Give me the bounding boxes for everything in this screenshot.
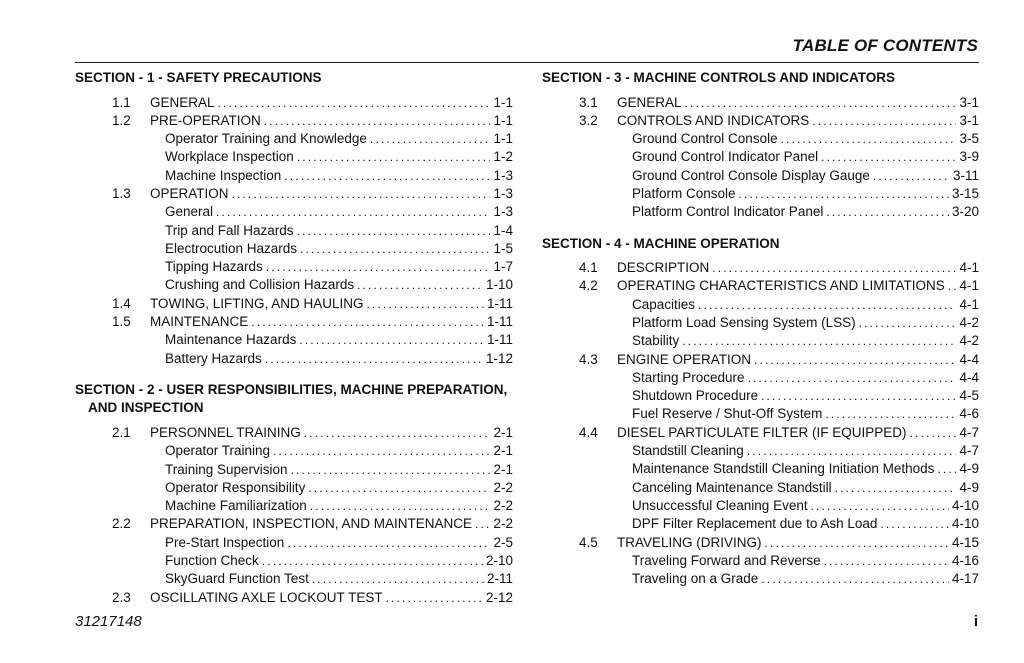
toc-entry[interactable] <box>75 497 513 515</box>
toc-entry-number: 4.4 <box>579 424 598 440</box>
toc-entry-title: General <box>165 204 214 220</box>
toc-entry-line <box>617 534 979 552</box>
toc-entry[interactable] <box>75 222 513 240</box>
toc-entry-line <box>165 222 513 240</box>
toc-entry-number: 2.3 <box>112 589 131 605</box>
toc-entry-page: 1-3 <box>493 167 513 183</box>
toc-entry-page: 2-1 <box>493 443 513 459</box>
toc-entry[interactable] <box>75 552 513 570</box>
dot-leader <box>712 259 956 277</box>
toc-entry-title: Maintenance Hazards <box>165 332 297 348</box>
toc-entry-title: Capacities <box>632 296 696 312</box>
toc-entry-page: 1-10 <box>485 277 513 293</box>
dot-leader <box>698 296 956 314</box>
toc-entry-title: Traveling Forward and Reverse <box>632 552 821 568</box>
toc-entry-page: 4-7 <box>959 424 979 440</box>
toc-entry-title: Tipping Hazards <box>165 259 263 275</box>
dot-leader <box>761 387 956 405</box>
dot-leader <box>765 534 949 552</box>
toc-entry[interactable] <box>542 94 979 112</box>
toc-entry-page: 3-1 <box>959 112 979 128</box>
toc-entry-line <box>165 497 513 515</box>
toc-entry[interactable] <box>542 534 979 552</box>
toc-entry-page: 4-17 <box>951 571 979 587</box>
dot-leader <box>357 276 483 294</box>
toc-entry-line <box>165 570 513 588</box>
toc-entry-page: 4-6 <box>959 406 979 422</box>
toc-entry[interactable] <box>75 203 513 221</box>
toc-entry-title: Machine Inspection <box>165 167 282 183</box>
toc-entry-page: 4-4 <box>959 351 979 367</box>
toc-entry-page: 4-10 <box>951 516 979 532</box>
toc-entry-page: 4-5 <box>959 388 979 404</box>
toc-entry[interactable] <box>542 387 979 405</box>
dot-leader <box>216 203 490 221</box>
toc-entry-page: 4-10 <box>951 497 979 513</box>
dot-leader <box>811 497 949 515</box>
toc-entry-title: GENERAL <box>617 94 682 110</box>
toc-entry-line <box>150 515 513 533</box>
toc-entry-title: SkyGuard Function Test <box>165 571 309 587</box>
toc-entry-page: 1-11 <box>486 332 513 348</box>
toc-entry[interactable] <box>75 479 513 497</box>
toc-entry[interactable] <box>75 424 513 442</box>
toc-entry-title: Operator Responsibility <box>165 479 306 495</box>
toc-entry[interactable] <box>542 570 979 588</box>
toc-entry-title: DPF Filter Replacement due to Ash Load <box>632 516 878 532</box>
toc-entry-line <box>632 369 979 387</box>
toc-entry-line <box>165 461 513 479</box>
document-number: 31217148 <box>75 613 142 630</box>
toc-entry-title: OPERATION <box>150 185 229 201</box>
toc-entry-line <box>632 442 979 460</box>
right-column <box>542 66 979 588</box>
toc-entry[interactable] <box>542 479 979 497</box>
toc-entry-line <box>150 313 513 331</box>
toc-list <box>75 424 513 607</box>
toc-entry[interactable] <box>542 460 979 478</box>
toc-entry-title: MAINTENANCE <box>150 314 249 330</box>
toc-entry[interactable] <box>75 94 513 112</box>
toc-entry-title: Traveling on a Grade <box>632 571 759 587</box>
toc-entry-title: Training Supervision <box>165 461 288 477</box>
toc-entry-line <box>632 460 979 478</box>
dot-leader <box>218 94 491 112</box>
toc-entry-line <box>632 167 979 185</box>
header-rule <box>75 62 979 63</box>
dot-leader <box>251 313 484 331</box>
dot-leader <box>937 460 956 478</box>
toc-entry-title: Ground Control Console Display Gauge <box>632 167 870 183</box>
dot-leader <box>873 167 950 185</box>
toc-entry[interactable] <box>75 534 513 552</box>
toc-entry-page: 3-1 <box>959 94 979 110</box>
toc-entry-line <box>150 112 513 130</box>
toc-entry-page: 4-15 <box>951 534 979 550</box>
dot-leader <box>266 258 491 276</box>
toc-entry[interactable] <box>542 259 979 277</box>
toc-entry-page: 1-1 <box>493 112 513 128</box>
toc-entry[interactable] <box>75 276 513 294</box>
toc-entry[interactable] <box>75 185 513 203</box>
dot-leader <box>265 350 483 368</box>
dot-leader <box>291 461 491 479</box>
dot-leader <box>824 552 949 570</box>
toc-entry-page: 3-11 <box>952 167 979 183</box>
toc-entry-page: 2-11 <box>486 571 513 587</box>
section-heading: SECTION - 3 - MACHINE CONTROLS AND INDICATORS <box>542 70 896 85</box>
toc-entry-title: ENGINE OPERATION <box>617 351 752 367</box>
toc-entry[interactable] <box>75 295 513 313</box>
toc-entry[interactable] <box>75 240 513 258</box>
dot-leader <box>312 570 484 588</box>
toc-entry-line <box>632 497 979 515</box>
toc-entry-title: Unsuccessful Cleaning Event <box>632 497 808 513</box>
dot-leader <box>859 314 957 332</box>
toc-entry-number: 1.3 <box>112 185 131 201</box>
toc-entry-title: TRAVELING (DRIVING) <box>617 534 762 550</box>
toc-entry[interactable] <box>542 112 979 130</box>
toc-entry-title: GENERAL <box>150 94 215 110</box>
toc-entry-title: TOWING, LIFTING, AND HAULING <box>150 295 364 311</box>
toc-entry-line <box>617 112 979 130</box>
toc-entry-line <box>632 185 979 203</box>
toc-entry-title: Platform Control Indicator Panel <box>632 204 824 220</box>
toc-entry-title: Function Check <box>165 553 259 569</box>
toc-entry-line <box>632 148 979 166</box>
toc-entry-title: Operator Training and Knowledge <box>165 131 367 147</box>
toc-entry-line <box>632 387 979 405</box>
toc-entry-page: 1-5 <box>493 240 513 256</box>
left-column <box>75 66 513 607</box>
toc-entry-page: 4-9 <box>959 461 979 477</box>
toc-entry-line <box>165 534 513 552</box>
section-heading: SECTION - 1 - SAFETY PRECAUTIONS <box>75 70 322 85</box>
dot-leader <box>748 369 957 387</box>
toc-entry-page: 2-1 <box>493 461 513 477</box>
toc-entry[interactable] <box>542 405 979 423</box>
toc-entry-page: 4-16 <box>951 552 979 568</box>
toc-entry[interactable] <box>542 148 979 166</box>
toc-entry[interactable] <box>75 589 513 607</box>
toc-entry-line <box>150 185 513 203</box>
toc-entry-line <box>617 259 979 277</box>
toc-entry-number: 2.1 <box>112 424 131 440</box>
dot-leader <box>835 479 957 497</box>
toc-entry[interactable] <box>542 442 979 460</box>
toc-entry-title: CONTROLS AND INDICATORS <box>617 112 810 128</box>
toc-entry[interactable] <box>542 351 979 369</box>
toc-entry-page: 1-3 <box>493 185 513 201</box>
toc-entry[interactable] <box>542 277 979 295</box>
dot-leader <box>367 295 484 313</box>
toc-entry-line <box>632 296 979 314</box>
toc-entry[interactable] <box>542 515 979 533</box>
toc-entry-number: 1.4 <box>112 295 131 311</box>
toc-entry-title: Pre-Start Inspection <box>165 534 285 550</box>
dot-leader <box>910 424 957 442</box>
dot-leader <box>287 534 490 552</box>
dot-leader <box>310 497 491 515</box>
dot-leader <box>304 424 491 442</box>
toc-entry-line <box>165 130 513 148</box>
toc-entry-number: 1.5 <box>112 314 131 330</box>
toc-entry[interactable] <box>75 515 513 533</box>
toc-entry-title: Maintenance Standstill Cleaning Initiation Methods <box>632 461 935 477</box>
toc-entry-title: Canceling Maintenance Standstill <box>632 479 832 495</box>
toc-entry[interactable] <box>75 112 513 130</box>
toc-entry-number: 4.5 <box>579 534 598 550</box>
toc-entry-title: Platform Console <box>632 185 736 201</box>
toc-entry[interactable] <box>542 332 979 350</box>
toc-entry-page: 4-1 <box>959 278 979 294</box>
dot-leader <box>880 515 949 533</box>
toc-entry-page: 4-1 <box>959 296 979 312</box>
toc-entry-page: 2-12 <box>485 589 513 605</box>
toc-entry-line <box>617 94 979 112</box>
toc-entry[interactable] <box>542 369 979 387</box>
toc-entry-line <box>632 570 979 588</box>
dot-leader <box>264 112 491 130</box>
toc-entry-number: 4.1 <box>579 260 598 276</box>
dot-leader <box>685 94 957 112</box>
toc-entry[interactable] <box>75 258 513 276</box>
toc-entry-title: Crushing and Collision Hazards <box>165 277 355 293</box>
toc-entry-title: DESCRIPTION <box>617 260 710 276</box>
section-heading: SECTION - 4 - MACHINE OPERATION <box>542 235 780 251</box>
toc-entry-page: 2-2 <box>493 498 513 514</box>
dot-leader <box>825 405 956 423</box>
toc-entry-number: 1.2 <box>112 112 131 128</box>
toc-entry-line <box>632 314 979 332</box>
toc-entry-page: 4-2 <box>959 314 979 330</box>
toc-entry-title: Stability <box>632 333 680 349</box>
toc-entry[interactable] <box>75 148 513 166</box>
dot-leader <box>812 112 956 130</box>
dot-leader <box>262 552 483 570</box>
toc-list <box>542 259 979 588</box>
toc-entry[interactable] <box>542 185 979 203</box>
toc-entry-page: 3-15 <box>951 185 979 201</box>
toc-entry-page: 1-12 <box>485 350 513 366</box>
toc-entry-title: DIESEL PARTICULATE FILTER (IF EQUIPPED) <box>617 424 907 440</box>
toc-entry-line <box>617 424 979 442</box>
dot-leader <box>754 351 956 369</box>
toc-entry-title: OSCILLATING AXLE LOCKOUT TEST <box>150 589 383 605</box>
toc-entry-line <box>150 424 513 442</box>
toc-entry-title: Fuel Reserve / Shut-Off System <box>632 406 823 422</box>
toc-entry-title: PREPARATION, INSPECTION, AND MAINTENANCE <box>150 516 473 532</box>
toc-entry-line <box>165 148 513 166</box>
dot-leader <box>747 442 957 460</box>
toc-entry[interactable] <box>542 314 979 332</box>
toc-entry-line <box>617 277 979 295</box>
toc-entry-title: Platform Load Sensing System (LSS) <box>632 314 856 330</box>
toc-entry-title: Ground Control Console <box>632 131 778 147</box>
toc-entry-line <box>632 552 979 570</box>
toc-entry[interactable] <box>542 130 979 148</box>
dot-leader <box>297 148 491 166</box>
dot-leader <box>739 185 949 203</box>
toc-entry-page: 1-11 <box>486 295 513 311</box>
toc-entry-line <box>632 515 979 533</box>
toc-entry-line <box>632 405 979 423</box>
toc-entry-number: 3.2 <box>579 112 598 128</box>
dot-leader <box>297 222 491 240</box>
toc-entry-line <box>165 479 513 497</box>
toc-entry-line <box>632 203 979 221</box>
toc-entry-page: 1-3 <box>493 204 513 220</box>
dot-leader <box>300 240 490 258</box>
toc-entry-line <box>165 258 513 276</box>
toc-entry-line <box>165 552 513 570</box>
toc-entry[interactable] <box>75 350 513 368</box>
toc-entry[interactable] <box>542 552 979 570</box>
toc-entry[interactable] <box>542 296 979 314</box>
dot-leader <box>370 130 491 148</box>
dot-leader <box>308 479 490 497</box>
toc-entry-title: PRE-OPERATION <box>150 112 261 128</box>
toc-entry[interactable] <box>75 167 513 185</box>
toc-entry-line <box>150 94 513 112</box>
toc-entry-title: Workplace Inspection <box>165 149 294 165</box>
toc-entry-number: 3.1 <box>579 94 598 110</box>
toc-entry[interactable] <box>75 331 513 349</box>
toc-entry-line <box>150 295 513 313</box>
toc-entry-page: 4-4 <box>959 369 979 385</box>
toc-entry-page: 4-7 <box>959 443 979 459</box>
toc-entry[interactable] <box>542 167 979 185</box>
toc-entry-line <box>165 167 513 185</box>
toc-entry-line <box>165 276 513 294</box>
dot-leader <box>761 570 949 588</box>
toc-entry-title: Ground Control Indicator Panel <box>632 149 819 165</box>
toc-entry-line <box>165 203 513 221</box>
toc-entry-page: 4-1 <box>959 260 979 276</box>
toc-entry-page: 3-5 <box>959 131 979 147</box>
toc-entry-title: OPERATING CHARACTERISTICS AND LIMITATIONS <box>617 278 945 294</box>
toc-list <box>75 94 513 368</box>
toc-entry[interactable] <box>75 461 513 479</box>
toc-entry-line <box>165 331 513 349</box>
toc-entry-title: Operator Training <box>165 443 271 459</box>
toc-entry[interactable] <box>542 497 979 515</box>
toc-entry-page: 1-7 <box>493 259 513 275</box>
toc-list <box>542 94 979 222</box>
toc-entry[interactable] <box>75 130 513 148</box>
dot-leader <box>948 277 957 295</box>
toc-entry-title: Shutdown Procedure <box>632 388 759 404</box>
toc-entry-page: 2-10 <box>485 553 513 569</box>
toc-entry-title: Machine Familiarization <box>165 498 307 514</box>
toc-entry-number: 4.3 <box>579 351 598 367</box>
section-heading: SECTION - 2 - USER RESPONSIBILITIES, MACHINE PREPARATION, AND INSPECTION <box>75 381 508 416</box>
dot-leader <box>299 331 484 349</box>
toc-entry[interactable] <box>75 313 513 331</box>
toc-entry-number: 1.1 <box>112 94 131 110</box>
dot-leader <box>386 589 483 607</box>
toc-entry-page: 1-2 <box>493 149 513 165</box>
toc-entry-page: 1-1 <box>493 131 513 147</box>
page-title: TABLE OF CONTENTS <box>792 36 978 55</box>
toc-entry-page: 2-1 <box>493 424 513 440</box>
toc-entry-title: Standstill Cleaning <box>632 443 744 459</box>
toc-entry-line <box>632 332 979 350</box>
dot-leader <box>682 332 956 350</box>
toc-entry-title: Trip and Fall Hazards <box>165 222 294 238</box>
toc-entry-page: 4-9 <box>959 479 979 495</box>
dot-leader <box>826 203 949 221</box>
dot-leader <box>284 167 490 185</box>
dot-leader <box>821 148 956 166</box>
dot-leader <box>475 515 490 533</box>
toc-entry-line <box>165 240 513 258</box>
page-number: i <box>973 613 978 630</box>
toc-entry-page: 2-5 <box>493 534 513 550</box>
toc-entry-page: 1-11 <box>486 314 513 330</box>
toc-entry-page: 1-4 <box>493 222 513 238</box>
toc-entry-page: 3-9 <box>959 149 979 165</box>
toc-entry-line <box>632 130 979 148</box>
toc-entry-page: 3-20 <box>951 204 979 220</box>
toc-entry-line <box>165 350 513 368</box>
toc-entry[interactable] <box>75 442 513 460</box>
dot-leader <box>232 185 491 203</box>
toc-entry-line <box>150 589 513 607</box>
toc-entry-page: 1-1 <box>493 94 513 110</box>
toc-entry-title: Battery Hazards <box>165 350 262 366</box>
toc-entry[interactable] <box>542 203 979 221</box>
dot-leader <box>781 130 957 148</box>
toc-entry-line <box>165 442 513 460</box>
toc-entry-title: PERSONNEL TRAINING <box>150 424 301 440</box>
toc-entry-page: 2-2 <box>493 516 513 532</box>
toc-entry-title: Electrocution Hazards <box>165 240 298 256</box>
toc-entry[interactable] <box>542 424 979 442</box>
toc-entry-page: 4-2 <box>959 333 979 349</box>
dot-leader <box>273 442 490 460</box>
toc-entry-line <box>632 479 979 497</box>
toc-entry-number: 4.2 <box>579 278 598 294</box>
toc-entry-title: Starting Procedure <box>632 369 745 385</box>
toc-entry-number: 2.2 <box>112 516 131 532</box>
toc-entry[interactable] <box>75 570 513 588</box>
toc-entry-page: 2-2 <box>493 479 513 495</box>
toc-entry-line <box>617 351 979 369</box>
